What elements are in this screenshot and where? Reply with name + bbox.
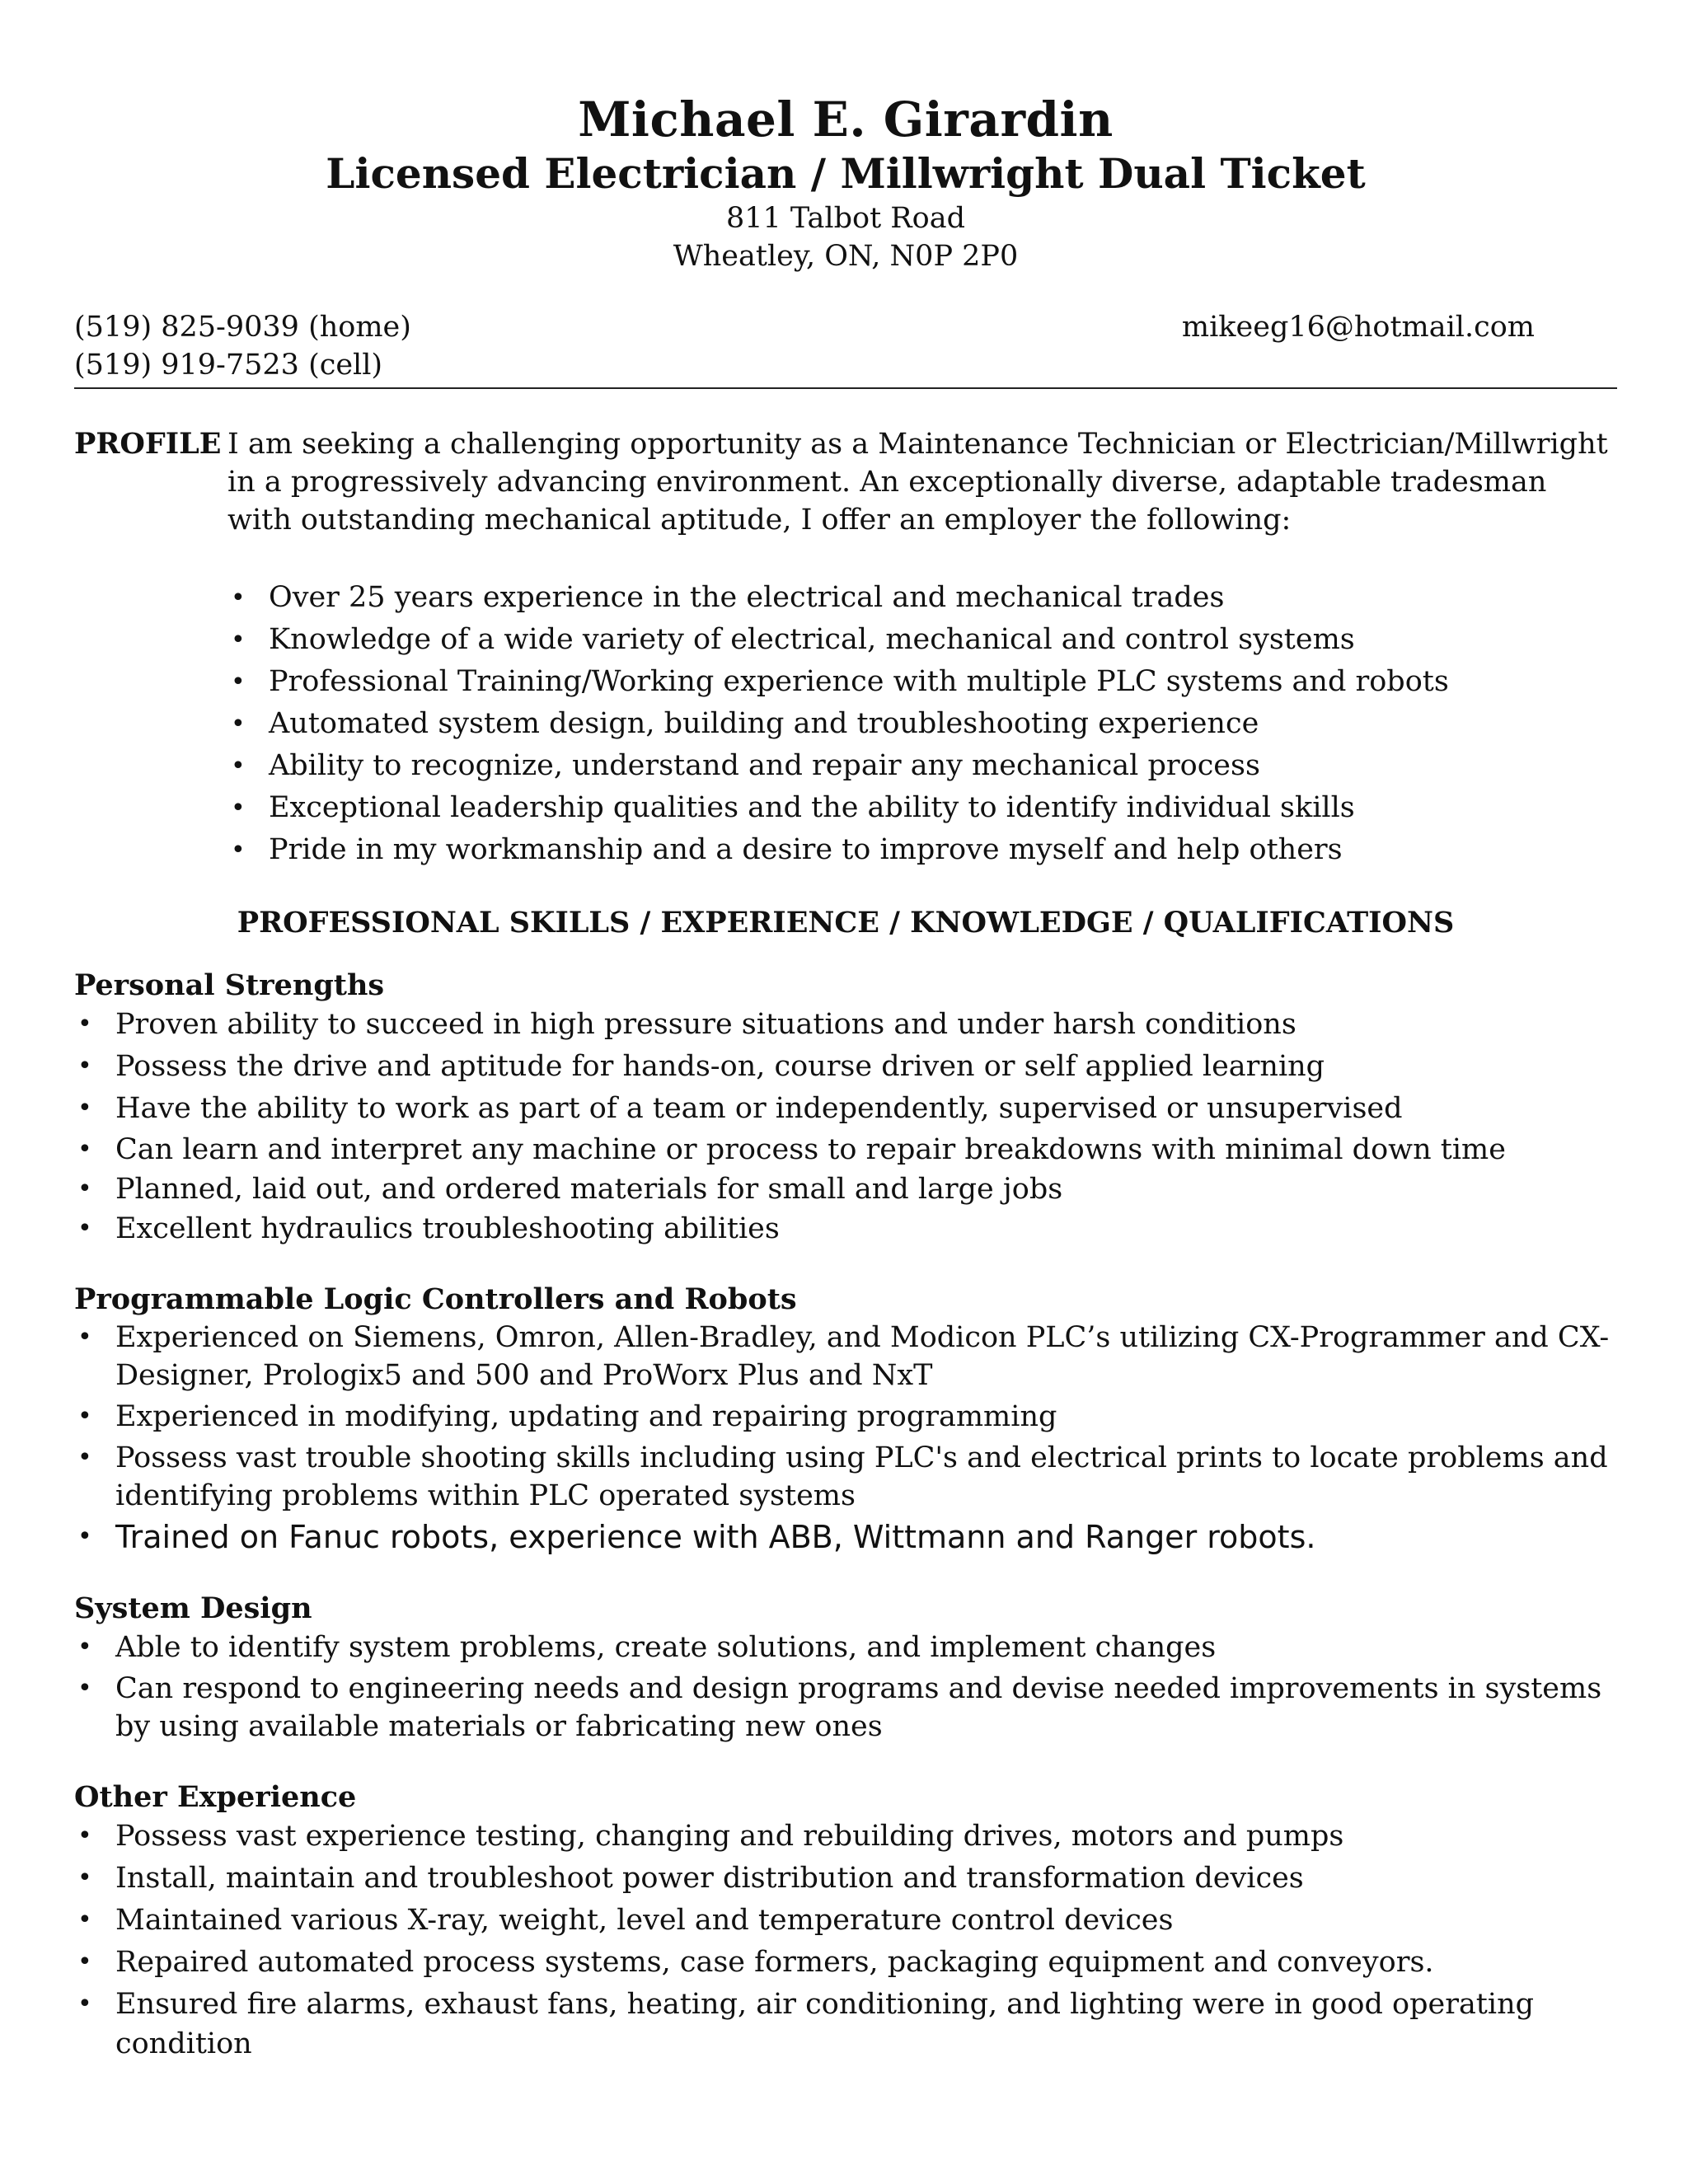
list-item-text: Possess the drive and aptitude for hands-on, course driven or self applied learning: [115, 1050, 1325, 1083]
address-line-2: Wheatley, ON, N0P 2P0: [673, 240, 1019, 273]
bullet-icon: •: [231, 668, 246, 696]
list-item: [74, 1628, 1617, 1667]
list-item-text: Able to identify system problems, create solutions, and implement changes: [115, 1631, 1217, 1664]
list-item: [74, 1397, 1617, 1436]
system-design-heading: System Design: [74, 1591, 312, 1625]
bullet-icon: •: [77, 1905, 92, 1934]
bullet-icon: •: [77, 1094, 92, 1122]
list-item: [74, 1089, 1617, 1128]
header-divider: [74, 387, 1617, 389]
plc-robots-list: [74, 1319, 1617, 1557]
resume-page: [74, 91, 1617, 2066]
bullet-icon: •: [231, 626, 246, 654]
list-item-text: Possess vast trouble shooting skills including using PLC's and electrical prints to locate problems and identifying problems within PLC operated systems: [115, 1441, 1608, 1512]
list-item: [74, 1005, 1617, 1044]
list-item-text: Maintained various X-ray, weight, level and temperature control devices: [115, 1904, 1174, 1937]
other-experience-heading: Other Experience: [74, 1780, 357, 1814]
bullet-icon: •: [231, 710, 246, 738]
list-item: [227, 703, 1617, 745]
list-item: [227, 577, 1617, 619]
bullet-icon: •: [77, 1214, 92, 1243]
list-item-text: Trained on Fanuc robots, experience with ABB, Wittmann and Ranger robots.: [115, 1519, 1316, 1555]
list-item: [74, 1047, 1617, 1086]
list-item-text: Automated system design, building and troubleshooting experience: [269, 707, 1259, 740]
list-item-text: Repaired automated process systems, case formers, packaging equipment and conveyors.: [115, 1946, 1434, 1979]
personal-strengths-heading: Personal Strengths: [74, 968, 385, 1002]
email-address[interactable]: mikeeg16@hotmail.com: [1181, 311, 1535, 344]
bullet-icon: •: [77, 1990, 92, 2018]
list-item: [227, 829, 1617, 871]
bullet-icon: •: [77, 1402, 92, 1431]
bullet-icon: •: [77, 1135, 92, 1164]
profile-summary: I am seeking a challenging opportunity as a Maintenance Technician or Electrician/Millwright in a progressively advancing environment. An exceptionally diverse, adaptable tradesman with outstanding mechanical aptitude, I offer an employer the following:: [227, 428, 1608, 537]
list-item: [74, 1319, 1617, 1394]
skills-heading: PROFESSIONAL SKILLS / EXPERIENCE / KNOWLEDGE / QUALIFICATIONS: [237, 906, 1455, 940]
bullet-icon: •: [77, 1947, 92, 1976]
list-item: [227, 745, 1617, 787]
list-item: [74, 1858, 1617, 1898]
system-design-list: [74, 1628, 1617, 1746]
bullet-icon: •: [77, 1863, 92, 1892]
list-item-text: Have the ability to work as part of a team or independently, supervised or unsupervised: [115, 1092, 1403, 1125]
list-item-text: Ensured fire alarms, exhaust fans, heating, air conditioning, and lighting were in good operating condition: [115, 1988, 1535, 2060]
list-item-text: Experienced in modifying, updating and repairing programming: [115, 1400, 1057, 1433]
list-item: [74, 1985, 1617, 2064]
phone-cell: (519) 919-7523 (cell): [74, 349, 383, 382]
profile-bullets: [227, 577, 1617, 871]
profile-section: [74, 425, 1617, 871]
list-item: [74, 1816, 1617, 1856]
list-item-text: Can learn and interpret any machine or process to repair breakdowns with minimal down time: [115, 1133, 1506, 1166]
candidate-name: Michael E. Girardin: [578, 91, 1114, 148]
list-item-text: Over 25 years experience in the electrical and mechanical trades: [269, 581, 1225, 614]
list-item-text: Planned, laid out, and ordered materials for small and large jobs: [115, 1173, 1063, 1206]
bullet-icon: •: [77, 1323, 92, 1352]
bullet-icon: •: [77, 1522, 92, 1551]
list-item-text: Experienced on Siemens, Omron, Allen-Bradley, and Modicon PLC’s utilizing CX-Programmer and CX-Designer, Prologix5 and 500 and ProWorx Plus and NxT: [115, 1321, 1610, 1392]
list-item: [74, 1131, 1617, 1169]
list-item: [74, 1170, 1617, 1208]
list-item-text: Can respond to engineering needs and design programs and devise needed improvements in systems by using available materials or fabricating new ones: [115, 1672, 1602, 1743]
bullet-icon: •: [77, 1633, 92, 1661]
list-item: [74, 1943, 1617, 1982]
list-item: [227, 619, 1617, 661]
profile-label: PROFILE: [74, 427, 222, 461]
list-item: [74, 1900, 1617, 1940]
candidate-title: Licensed Electrician / Millwright Dual Ticket: [326, 149, 1366, 198]
bullet-icon: •: [231, 583, 246, 612]
list-item-text: Possess vast experience testing, changing and rebuilding drives, motors and pumps: [115, 1820, 1344, 1853]
list-item-text: Exceptional leadership qualities and the ability to identify individual skills: [269, 791, 1355, 824]
profile-content: [227, 425, 1617, 871]
list-item-text: Proven ability to succeed in high pressure situations and under harsh conditions: [115, 1008, 1296, 1041]
list-item: [227, 787, 1617, 829]
list-item: [227, 661, 1617, 703]
phone-home: (519) 825-9039 (home): [74, 311, 411, 344]
list-item-text: Pride in my workmanship and a desire to improve myself and help others: [269, 833, 1343, 866]
list-item: [74, 1670, 1617, 1746]
list-item: [74, 1439, 1617, 1515]
bullet-icon: •: [77, 1443, 92, 1472]
bullet-icon: •: [77, 1010, 92, 1038]
bullet-icon: •: [231, 794, 246, 823]
plc-robots-heading: Programmable Logic Controllers and Robots: [74, 1282, 797, 1316]
list-item: [74, 1210, 1617, 1248]
bullet-icon: •: [77, 1174, 92, 1203]
list-item-text: Ability to recognize, understand and repair any mechanical process: [269, 749, 1260, 782]
other-experience-list: [74, 1816, 1617, 2064]
address-line-1: 811 Talbot Road: [726, 202, 965, 235]
list-item-text: Knowledge of a wide variety of electrical, mechanical and control systems: [269, 623, 1355, 656]
bullet-icon: •: [231, 836, 246, 865]
list-item-text: Professional Training/Working experience with multiple PLC systems and robots: [269, 665, 1449, 698]
bullet-icon: •: [77, 1052, 92, 1080]
list-item-text: Install, maintain and troubleshoot power distribution and transformation devices: [115, 1862, 1304, 1895]
list-item: [74, 1517, 1617, 1557]
contact-block: [74, 308, 1617, 384]
list-item-text: Excellent hydraulics troubleshooting abilities: [115, 1212, 780, 1245]
personal-strengths-list: [74, 1005, 1617, 1248]
bullet-icon: •: [77, 1821, 92, 1850]
bullet-icon: •: [231, 752, 246, 780]
bullet-icon: •: [77, 1674, 92, 1703]
